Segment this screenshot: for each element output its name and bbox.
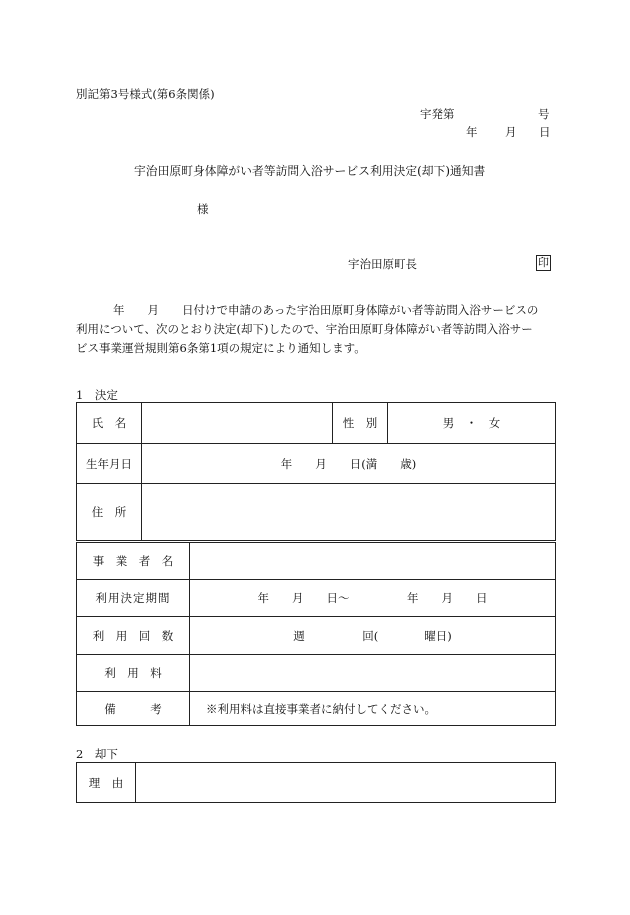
document-number-prefix: 宇発第: [420, 107, 455, 121]
reason-label: 理 由: [77, 763, 136, 803]
fee-field[interactable]: [190, 655, 556, 692]
body-line-3: ビス事業運営規則第6条第1項の規定により通知します。: [76, 341, 366, 355]
form-reference: 別記第3号様式(第6条関係): [76, 87, 215, 101]
provider-label: 事 業 者 名: [77, 543, 190, 580]
decision-table-lower: [76, 542, 556, 726]
name-field[interactable]: [142, 403, 333, 444]
document-title: 宇治田原町身体障がい者等訪問入浴サービス利用決定(却下)通知書: [134, 164, 486, 178]
period-label: 利用決定期間: [77, 580, 190, 617]
period-field[interactable]: 年 月 日〜 年 月 日: [190, 580, 556, 617]
fee-label: 利 用 料: [77, 655, 190, 692]
issuer-name: 宇治田原町長: [348, 257, 417, 271]
body-line-2: 利用について、次のとおり決定(却下)したので、宇治田原町身体障がい者等訪問入浴サー: [76, 322, 533, 336]
sex-label: 性 別: [333, 403, 388, 444]
rejection-heading: 2 却下: [76, 747, 118, 761]
document-number-suffix: 号: [538, 107, 550, 121]
body-line-1: 年 月 日付けで申請のあった宇治田原町身体障がい者等訪問入浴サービスの: [113, 303, 539, 317]
rejection-table: [76, 762, 556, 803]
issuer-seal: [536, 255, 551, 271]
name-label: 氏 名: [77, 403, 142, 444]
birth-field[interactable]: 年 月 日(満 歳): [142, 444, 556, 484]
reason-field[interactable]: [136, 763, 556, 803]
decision-table-upper: [76, 402, 556, 541]
sex-field[interactable]: 男 ・ 女: [388, 403, 556, 444]
provider-field[interactable]: [190, 543, 556, 580]
count-label: 利 用 回 数: [77, 617, 190, 655]
date-day: 日: [539, 125, 551, 139]
date-year: 年: [466, 125, 478, 139]
remarks-field: ※利用料は直接事業者に納付してください。: [190, 692, 556, 726]
address-field[interactable]: [142, 484, 556, 541]
count-field[interactable]: 週 回( 曜日): [190, 617, 556, 655]
birth-label: 生年月日: [77, 444, 142, 484]
remarks-label: 備 考: [77, 692, 190, 726]
decision-heading: 1 決定: [76, 388, 118, 402]
date-month: 月: [505, 125, 517, 139]
seal-mark: 印: [538, 256, 549, 269]
addressee-suffix: 様: [197, 202, 209, 216]
address-label: 住 所: [77, 484, 142, 541]
